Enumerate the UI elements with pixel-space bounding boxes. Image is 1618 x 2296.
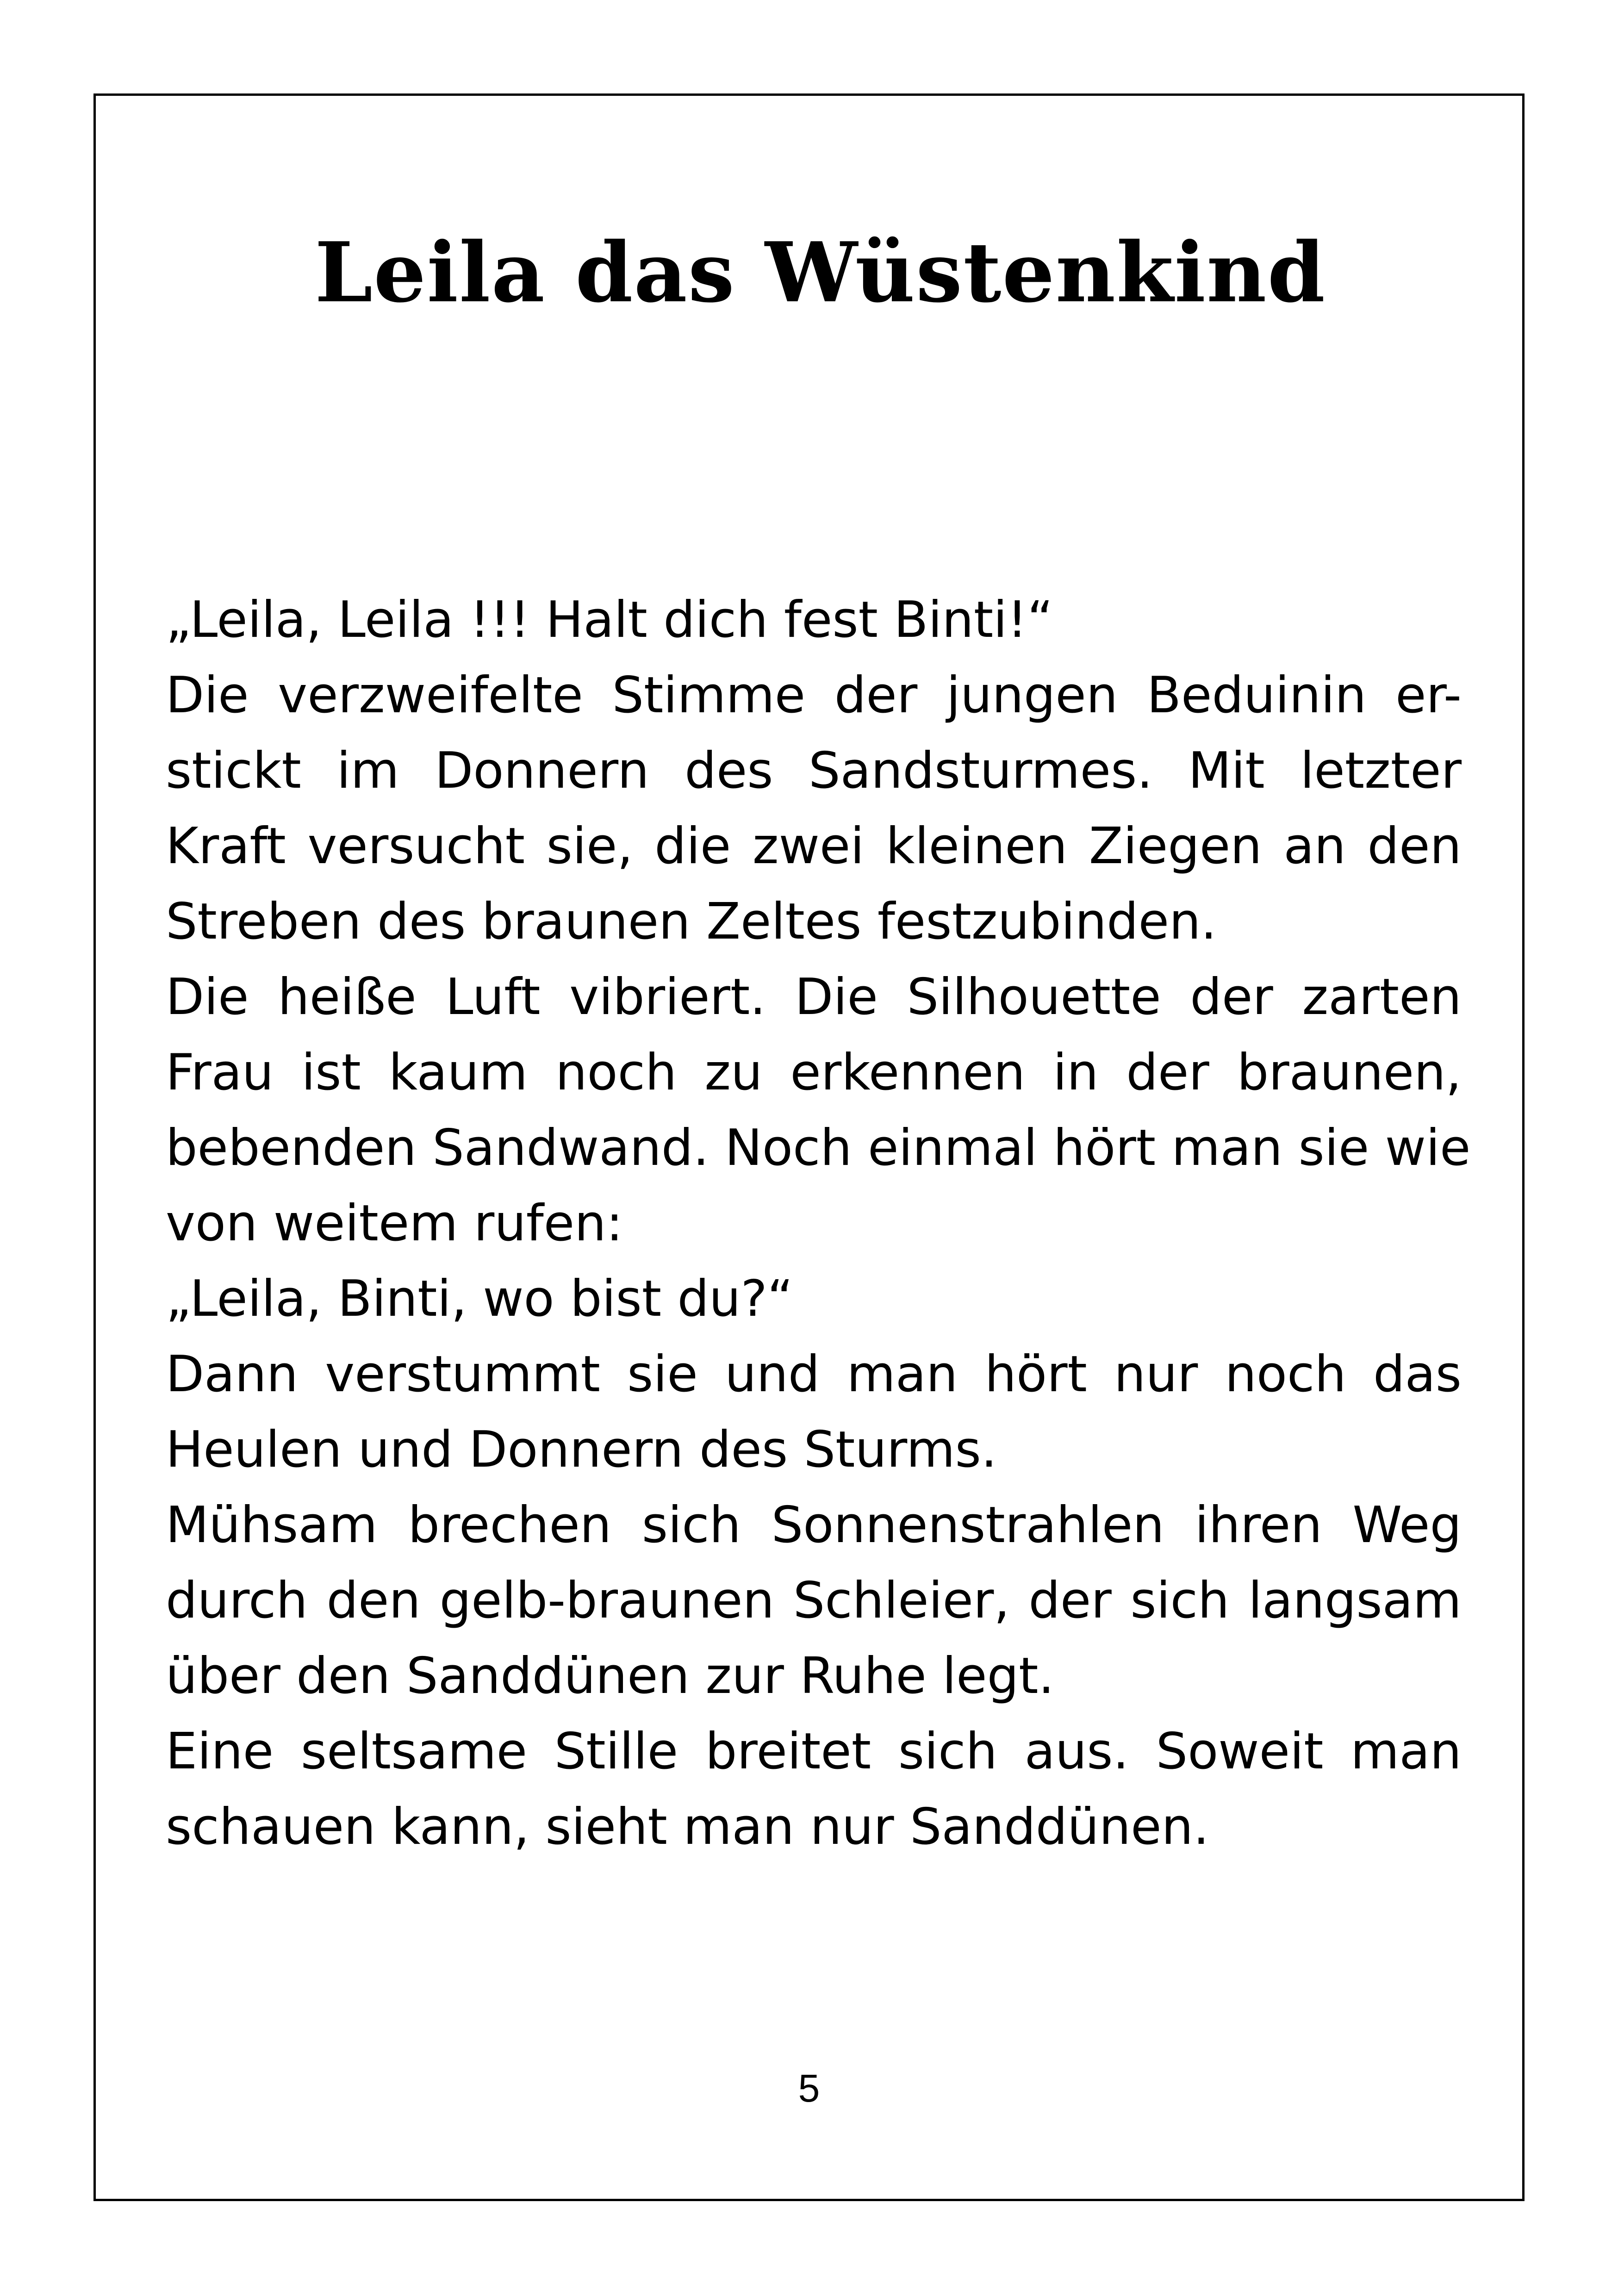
text-line: „Leila, Leila !!! Halt dich fest Binti!“ (166, 591, 1053, 649)
text-line: über den Sanddünen zur Ruhe legt. (166, 1647, 1054, 1705)
text-line: Dann verstummt sie und man hört nur noch das (166, 1345, 1462, 1403)
text-line: Kraft versucht sie, die zwei kleinen Ziegen an den (166, 817, 1462, 875)
text-line: Heulen und Donnern des Sturms. (166, 1421, 997, 1479)
text-line: durch den gelb-braunen Schleier, der sich langsam (166, 1572, 1462, 1630)
text-line: bebenden Sandwand. Noch einmal hört man sie wie (166, 1119, 1471, 1177)
text-line: Die heiße Luft vibriert. Die Silhouette der zarten (166, 968, 1462, 1026)
text-line: Die verzweifelte Stimme der jungen Beduinin er- (166, 666, 1462, 724)
text-line: stickt im Donnern des Sandsturmes. Mit letzter (166, 742, 1462, 800)
text-line: Streben des braunen Zeltes festzubinden. (166, 893, 1217, 951)
text-line: Mühsam brechen sich Sonnenstrahlen ihren Weg (166, 1496, 1462, 1554)
text-line: von weitem rufen: (166, 1195, 623, 1252)
text-line: „Leila, Binti, wo bist du?“ (166, 1270, 793, 1328)
text-line: schauen kann, sieht man nur Sanddünen. (166, 1798, 1209, 1856)
story-text (166, 582, 1471, 1865)
text-line: Eine seltsame Stille breitet sich aus. Soweit man (166, 1723, 1462, 1780)
page-title: Leila das Wüstenkind (315, 224, 1326, 321)
text-line: Frau ist kaum noch zu erkennen in der braunen, (166, 1044, 1462, 1101)
page-number: 5 (798, 2066, 820, 2110)
